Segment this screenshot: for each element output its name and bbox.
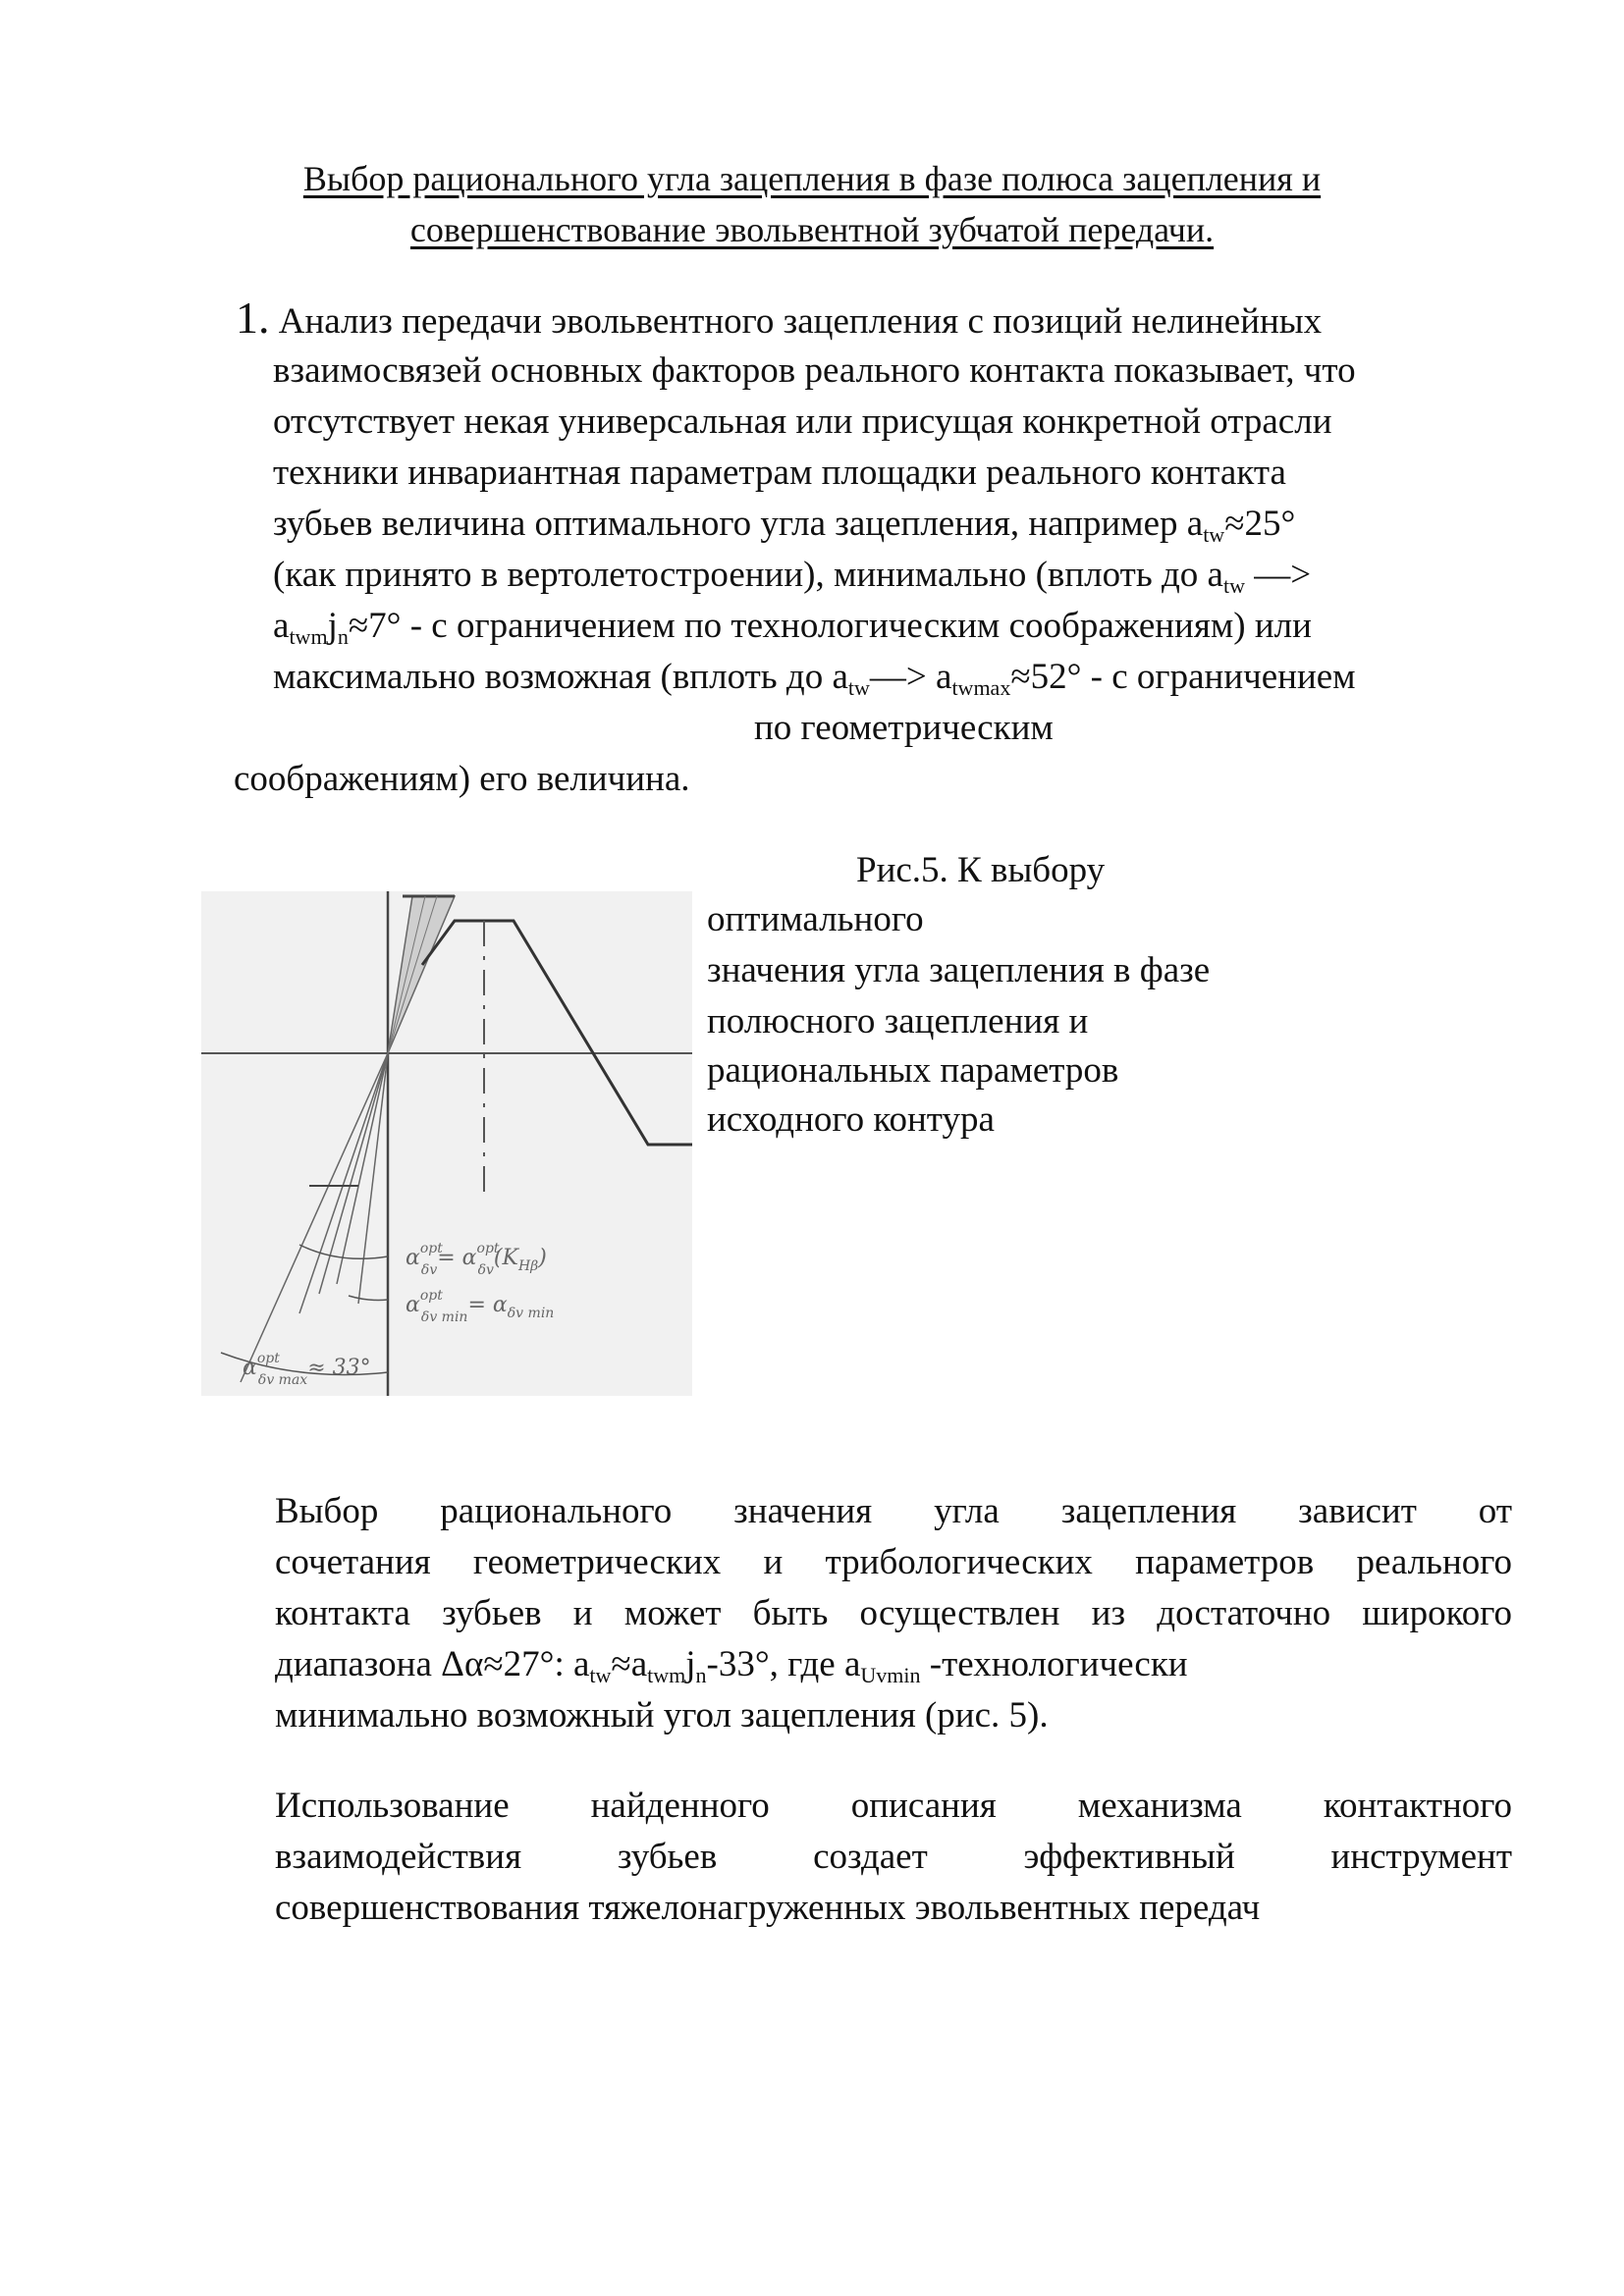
- figure-caption-line-6: исходного контура: [707, 1099, 995, 1140]
- label-opt-max: $\alpha^{opt}$ δv max≈ 33°: [243, 1351, 371, 1388]
- section1-line-5: зубьев величина оптимального угла зацепления, например $a_{tw}\approx 25^\circ$: [273, 504, 1296, 547]
- para2-line-3: контакта зубьев и может быть осуществлен из достаточно широкого: [275, 1593, 1512, 1633]
- section1-line-6: (как принято в вертолетостроении), минимально (вплоть до $a_{tw}$ —>: [273, 555, 1312, 598]
- para2-line-5: минимально возможный угол зацепления (рис. 5).: [275, 1695, 1049, 1735]
- section1-line-7: $a_{twm}j_n\approx 7^\circ - с$ ограничением по технологическим соображениям) или: [273, 606, 1312, 649]
- section1-line-2: взаимосвязей основных факторов реального контакта показывает, что: [273, 350, 1356, 391]
- section1-line-10: соображениям) его величина.: [234, 759, 690, 799]
- page-title-line-1: Выбор рационального угла зацепления в фазе полюса зацепления и: [302, 159, 1322, 198]
- label-opt-kh: $\alpha^{opt}$ $\delta v= \alpha^{opt}$ $\delta v(K_{H\beta})$: [406, 1241, 547, 1278]
- section1-line-3: отсутствует некая универсальная или присущая конкретной отрасли: [273, 401, 1332, 442]
- section1-line-8: максимально возможная (вплоть до $a_{tw}—> a_{twmax}\approx 52^\circ - с$ ограничением: [273, 657, 1356, 700]
- figure-caption-line-5: рациональных параметров: [707, 1050, 1119, 1091]
- figure-caption-line-4: полюсного зацепления и: [707, 1001, 1089, 1041]
- label-opt-min: $\alpha^{opt}$ δv $\min= \alpha_{\delta v min}$: [406, 1288, 555, 1325]
- section-number: 1.: [236, 293, 270, 343]
- diagram-svg: [201, 891, 692, 1396]
- para2-line-2: сочетания геометрических и трибологических параметров реального: [275, 1542, 1512, 1582]
- gear-angle-diagram: [201, 891, 692, 1396]
- para3-line-3: совершенствования тяжелонагруженных эвольвентных передач: [275, 1888, 1261, 1928]
- para3-line-1: Использование найденного описания механизма контактного: [275, 1786, 1512, 1826]
- section1-line-9: по геометрическим: [754, 708, 1054, 748]
- para2-line-4: диапазона Δα≈27°: $a_{tw}\approx a_{twm}j_n-33^\circ$, где $a_{Uvmin}$ -технологически: [275, 1644, 1188, 1687]
- para3-line-2: взаимодействия зубьев создает эффективный инструмент: [275, 1837, 1512, 1877]
- section1-line-1: 1. Анализ передачи эвольвентного зацепления с позиций нелинейных: [236, 293, 1323, 343]
- section1-line-4: техники инвариантная параметрам площадки реального контакта: [273, 453, 1286, 493]
- figure-caption-line-3: значения угла зацепления в фазе: [707, 950, 1211, 990]
- figure-caption-line-1: Рис.5. К выбору: [856, 850, 1106, 890]
- page-title-line-2: совершенствование эвольвентной зубчатой передачи.: [409, 210, 1215, 249]
- figure-caption-line-2: оптимального: [707, 899, 924, 939]
- para2-line-1: Выбор рационального значения угла зацепления зависит от: [275, 1491, 1512, 1531]
